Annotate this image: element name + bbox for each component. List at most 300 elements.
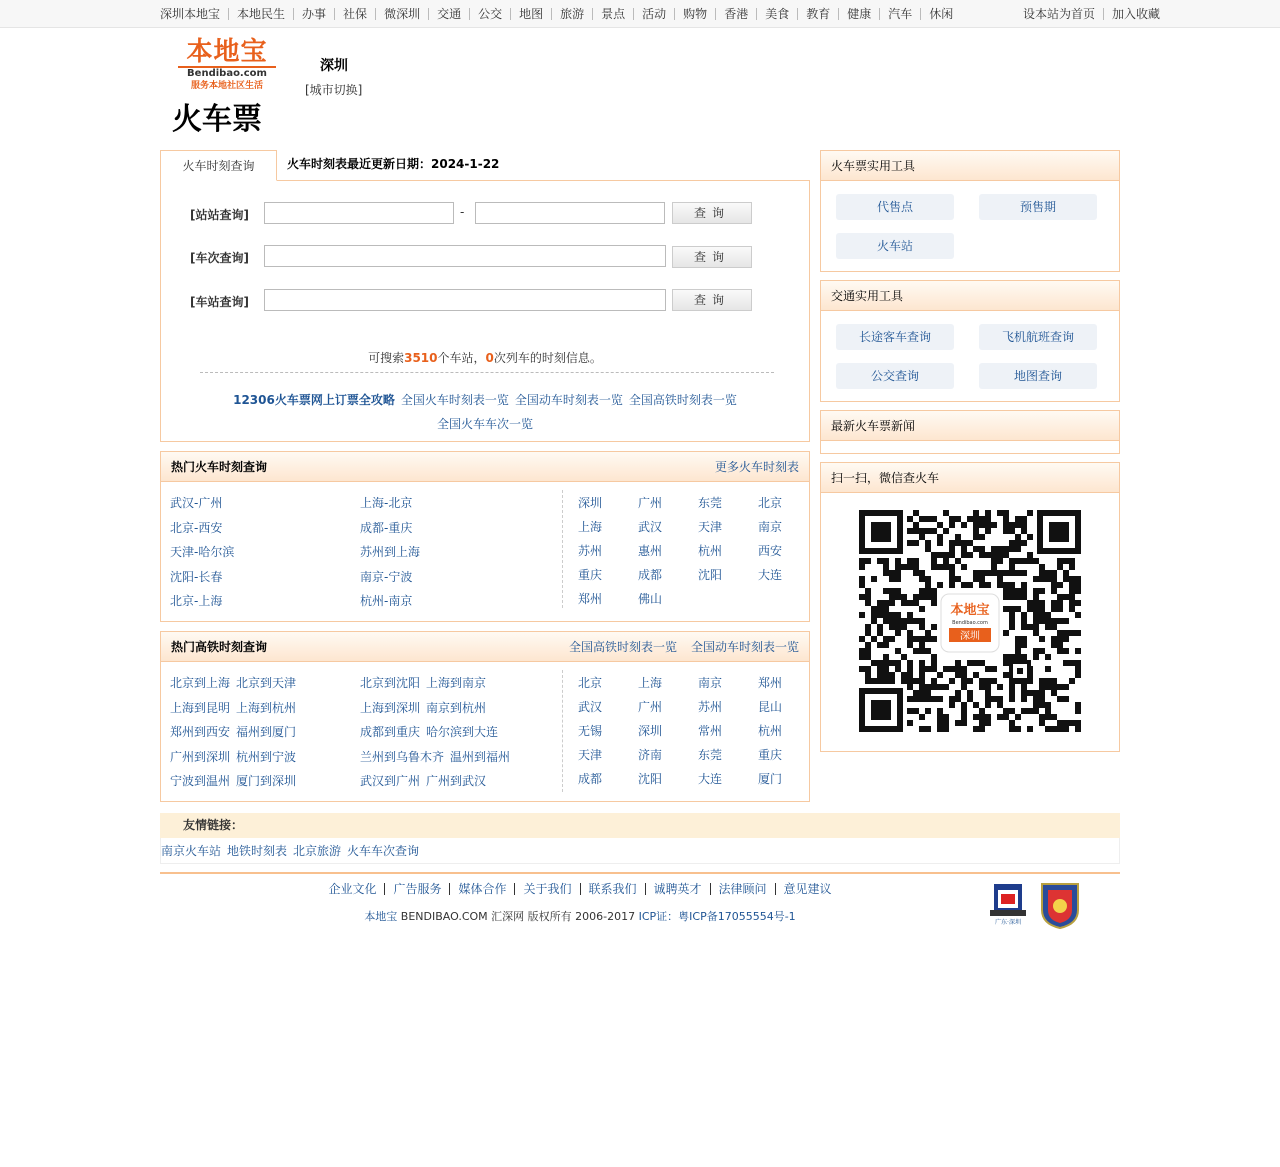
qr-module <box>991 552 997 558</box>
topnav-item[interactable]: 微深圳 <box>375 8 428 20</box>
city-link[interactable]: 重庆 <box>758 748 783 762</box>
city-link[interactable]: 武汉 <box>638 520 663 534</box>
qr-module <box>1021 690 1027 696</box>
qr-module <box>937 672 943 678</box>
city-link[interactable]: 上海 <box>638 676 663 690</box>
qr-module <box>949 582 955 588</box>
station-input[interactable] <box>264 289 666 311</box>
route-link[interactable]: 苏州到上海 <box>360 545 421 559</box>
topnav-item[interactable]: 活动 <box>633 8 674 20</box>
qr-module <box>985 516 991 522</box>
route-link[interactable]: 北京到上海 <box>170 676 231 690</box>
qr-module <box>931 528 937 534</box>
hot-train-right-col <box>360 491 426 614</box>
city-link[interactable]: 天津 <box>578 748 603 762</box>
qr-module <box>1075 666 1081 672</box>
route-row <box>170 769 302 794</box>
route-link[interactable]: 北京到沈阳 <box>360 676 421 690</box>
qr-module <box>883 570 889 576</box>
qr-module <box>1003 570 1009 576</box>
hot-hsr-separator <box>562 670 563 792</box>
footer-nav-item[interactable]: 广告服务 <box>384 883 449 895</box>
route-link[interactable]: 广州到深圳 <box>170 749 231 764</box>
qr-module <box>997 570 1003 576</box>
route-link[interactable]: 北京到天津 <box>236 676 297 690</box>
qr-module <box>979 726 985 732</box>
qr-module <box>1021 558 1027 564</box>
qr-module <box>1045 654 1051 660</box>
qr-module <box>997 510 1003 516</box>
qr-module <box>925 516 931 522</box>
qr-module <box>919 648 925 654</box>
more-train-schedules-link[interactable]: 更多火车时刻表 <box>714 460 799 474</box>
tab-train-schedule[interactable]: 火车时刻查询 <box>160 150 277 181</box>
qr-module <box>1003 582 1009 588</box>
city-link[interactable]: 东莞 <box>698 748 723 762</box>
qr-module <box>1009 726 1015 732</box>
route-link[interactable]: 温州到福州 <box>450 749 511 764</box>
city-link[interactable]: 佛山 <box>638 592 663 606</box>
qr-module <box>1069 606 1075 612</box>
guide-12306-link[interactable]: 12306火车票网上订票全攻略 <box>233 393 395 407</box>
city-link[interactable]: 常州 <box>698 724 723 738</box>
qr-module <box>997 702 1003 708</box>
friend-links-title: 友情链接： <box>160 813 1120 838</box>
qr-module <box>1069 558 1075 564</box>
qr-module <box>1009 570 1015 576</box>
city-link[interactable]: 沈阳 <box>698 568 723 582</box>
route-link[interactable]: 宁波到温州 <box>170 774 231 788</box>
route-row <box>360 769 516 794</box>
qr-module <box>1051 600 1057 606</box>
qr-module <box>913 618 919 624</box>
qr-module <box>889 636 895 642</box>
qr-module <box>901 594 907 600</box>
qr-module <box>919 696 925 702</box>
route-link[interactable]: 广州到武汉 <box>426 774 487 788</box>
qr-module <box>1003 660 1009 666</box>
qr-module <box>1027 708 1033 714</box>
qr-module <box>1039 648 1045 654</box>
qr-module <box>871 606 877 612</box>
bus-query-button[interactable]: 公交查询 <box>836 363 954 389</box>
city-link[interactable]: 昆山 <box>758 700 783 714</box>
qr-module <box>925 684 931 690</box>
qr-module <box>889 594 895 600</box>
qr-module <box>1075 612 1081 618</box>
qr-module <box>919 726 925 732</box>
qr-module <box>889 618 895 624</box>
city-link[interactable]: 北京 <box>578 676 603 690</box>
route-link[interactable]: 上海-北京 <box>360 496 413 510</box>
qr-module <box>949 552 955 558</box>
qr-module <box>1033 654 1039 660</box>
qr-module <box>1003 630 1009 636</box>
city-link[interactable]: 上海 <box>578 520 603 534</box>
qr-module <box>1003 552 1009 558</box>
city-link[interactable]: 杭州 <box>758 724 783 738</box>
qr-module <box>1051 588 1057 594</box>
route-link[interactable]: 沈阳-长春 <box>170 569 223 584</box>
topnav-item[interactable]: 教育 <box>797 8 838 20</box>
route-link[interactable]: 天津-哈尔滨 <box>170 545 235 559</box>
hot-hsr-header <box>161 632 809 662</box>
footer-nav-item[interactable]: 企业文化 <box>328 882 377 896</box>
route-link[interactable]: 郑州到西安 <box>170 725 231 739</box>
route-link[interactable]: 南京-宁波 <box>360 569 413 584</box>
coach-query-button[interactable]: 长途客车查询 <box>836 324 954 350</box>
all-train-schedule-link[interactable]: 全国火车时刻表一览 <box>400 393 509 407</box>
qr-module <box>913 540 919 546</box>
qr-module <box>919 636 925 642</box>
friend-link-3[interactable]: 北京旅游 <box>293 844 342 858</box>
qr-module <box>937 720 943 726</box>
qr-module <box>1057 642 1063 648</box>
qr-module <box>877 624 883 630</box>
route-link[interactable]: 武汉-广州 <box>170 496 223 510</box>
qr-module <box>943 564 949 570</box>
route-link[interactable]: 杭州-南京 <box>360 594 413 608</box>
city-link[interactable]: 大连 <box>698 772 723 786</box>
qr-module <box>931 558 937 564</box>
footer-nav-item[interactable]: 媒体合作 <box>449 883 514 895</box>
qr-module <box>889 570 895 576</box>
ticket-agency-button[interactable]: 代售点 <box>836 194 954 220</box>
qr-module <box>943 552 949 558</box>
traffic-tools-title: 交通实用工具 <box>821 281 1119 311</box>
route-link[interactable]: 兰州到乌鲁木齐 <box>360 749 445 764</box>
qr-module <box>1063 660 1069 666</box>
topnav-item[interactable]: 社保 <box>334 8 375 20</box>
topnav-item[interactable]: 景点 <box>592 8 633 20</box>
qr-module <box>1039 690 1045 696</box>
city-link[interactable]: 无锡 <box>578 724 603 738</box>
train-number-input[interactable] <box>264 245 666 267</box>
qr-module <box>961 672 967 678</box>
qr-module <box>1039 702 1045 708</box>
qr-module <box>979 714 985 720</box>
qr-module <box>859 612 865 618</box>
route-link[interactable]: 成都到重庆 <box>360 725 421 739</box>
qr-module <box>1021 642 1027 648</box>
city-link[interactable]: 深圳 <box>638 724 663 738</box>
qr-module <box>1009 528 1015 534</box>
qr-module <box>1051 690 1057 696</box>
icp-link[interactable]: ICP证：粤ICP备17055554号-1 <box>638 910 796 923</box>
qr-module <box>943 714 949 720</box>
qr-module <box>1015 642 1021 648</box>
topnav-item[interactable]: 汽车 <box>879 8 920 20</box>
city-name: 深圳 <box>320 58 348 74</box>
qr-module <box>883 564 889 570</box>
wechat-qr-code <box>859 510 1081 732</box>
qr-module <box>1063 696 1069 702</box>
city-link[interactable]: 苏州 <box>698 700 723 714</box>
city-link[interactable]: 北京 <box>758 496 783 510</box>
all-hsr-link[interactable]: 全国高铁时刻表一览 <box>568 640 677 654</box>
route-row <box>360 491 426 516</box>
topnav-item[interactable]: 旅游 <box>551 8 592 20</box>
qr-module <box>985 678 991 684</box>
city-link[interactable]: 厦门 <box>758 772 783 786</box>
qr-module <box>1069 588 1075 594</box>
qr-module <box>967 660 973 666</box>
set-homepage-link[interactable]: 设本站为首页 <box>1022 7 1095 21</box>
topnav-item[interactable]: 地图 <box>510 8 551 20</box>
city-link[interactable]: 广州 <box>638 496 663 510</box>
network-police-badge-icon[interactable] <box>1040 880 1080 930</box>
qr-module <box>1045 678 1051 684</box>
footer-nav-item[interactable]: 诚聘英才 <box>645 883 710 895</box>
qr-module <box>925 696 931 702</box>
topnav-item[interactable]: 美食 <box>756 8 797 20</box>
qr-module <box>937 564 943 570</box>
topnav-item[interactable]: 健康 <box>838 8 879 20</box>
qr-module <box>949 522 955 528</box>
route-link[interactable]: 南京到杭州 <box>426 700 487 715</box>
all-emu-schedule-link[interactable]: 全国动车时刻表一览 <box>514 393 623 407</box>
qr-module <box>1003 546 1009 552</box>
qr-module <box>1069 660 1075 666</box>
qr-module <box>985 552 991 558</box>
route-link[interactable]: 哈尔滨到大连 <box>426 725 499 739</box>
qr-module <box>931 654 937 660</box>
qr-module <box>925 582 931 588</box>
from-station-input[interactable] <box>264 202 454 224</box>
qr-module <box>1015 726 1021 732</box>
qr-module <box>1069 576 1075 582</box>
qr-module <box>895 564 901 570</box>
friend-link-2[interactable]: 地铁时刻表 <box>227 844 288 858</box>
city-switch-link[interactable]: [城市切换] <box>305 83 363 97</box>
qr-module <box>1063 594 1069 600</box>
station-only-query-button[interactable]: 查询 <box>672 289 752 311</box>
police-badge-icon[interactable] <box>988 882 1028 926</box>
city-link[interactable]: 郑州 <box>578 592 603 606</box>
route-link[interactable]: 上海到杭州 <box>236 700 297 715</box>
flight-query-button[interactable]: 飞机航班查询 <box>979 324 1097 350</box>
friend-link-4[interactable]: 火车车次查询 <box>347 844 420 858</box>
add-favorite-link[interactable]: 加入收藏 <box>1103 8 1160 20</box>
train-station-button[interactable]: 火车站 <box>836 233 954 259</box>
map-query-button[interactable]: 地图查询 <box>979 363 1097 389</box>
qr-module <box>1009 720 1015 726</box>
qr-module <box>1045 708 1051 714</box>
qr-logo-en: Bendibao.com <box>952 620 988 626</box>
qr-module <box>1015 546 1021 552</box>
qr-module <box>1009 594 1015 600</box>
city-link[interactable]: 惠州 <box>638 544 663 558</box>
topnav-item[interactable]: 香港 <box>715 8 756 20</box>
qr-module <box>985 528 991 534</box>
qr-module <box>1069 720 1075 726</box>
footer-nav-item[interactable]: 联系我们 <box>580 883 645 895</box>
qr-module <box>985 510 991 516</box>
logo-text-cn: 本地宝 <box>186 37 268 67</box>
topnav-item[interactable]: 休闲 <box>920 8 961 20</box>
qr-module <box>1033 708 1039 714</box>
qr-module <box>961 678 967 684</box>
qr-module <box>877 666 883 672</box>
route-row <box>360 720 516 745</box>
city-link[interactable]: 成都 <box>578 772 603 786</box>
qr-module <box>865 666 871 672</box>
qr-module <box>1015 558 1021 564</box>
hot-hsr-left-col <box>170 671 302 794</box>
qr-module <box>1069 564 1075 570</box>
qr-module <box>889 612 895 618</box>
qr-module <box>1057 648 1063 654</box>
city-link[interactable]: 杭州 <box>698 544 723 558</box>
qr-module <box>991 564 997 570</box>
qr-module <box>931 660 937 666</box>
qr-module <box>979 720 985 726</box>
qr-module <box>919 642 925 648</box>
qr-module <box>913 564 919 570</box>
qr-module <box>1063 570 1069 576</box>
stats-mid: 个车站， <box>437 351 486 365</box>
qr-module <box>937 684 943 690</box>
station-query-button[interactable]: 查询 <box>672 202 752 224</box>
topnav-item[interactable]: 深圳本地宝 <box>160 7 221 21</box>
all-emu-link[interactable]: 全国动车时刻表一览 <box>690 640 799 654</box>
qr-module <box>937 540 943 546</box>
topnav-item[interactable]: 购物 <box>674 8 715 20</box>
route-row <box>170 565 240 590</box>
qr-module <box>877 600 883 606</box>
city-link[interactable]: 济南 <box>638 748 663 762</box>
qr-module <box>985 702 991 708</box>
qr-module <box>1075 672 1081 678</box>
all-hsr-schedule-link[interactable]: 全国高铁时刻表一览 <box>628 393 737 407</box>
city-link[interactable]: 武汉 <box>578 700 603 714</box>
qr-module <box>937 522 943 528</box>
friend-link-1[interactable]: 南京火车站 <box>161 844 222 858</box>
city-link[interactable]: 天津 <box>698 520 723 534</box>
qr-module <box>865 654 871 660</box>
route-link[interactable]: 上海到昆明 <box>170 700 231 715</box>
qr-module <box>1027 534 1033 540</box>
qr-module <box>979 660 985 666</box>
city-link[interactable]: 成都 <box>638 568 663 582</box>
qr-module <box>985 714 991 720</box>
city-link[interactable]: 西安 <box>758 544 783 558</box>
city-link[interactable]: 苏州 <box>578 544 603 558</box>
route-row <box>360 589 426 614</box>
route-row <box>170 696 302 721</box>
qr-module <box>1015 636 1021 642</box>
qr-module <box>985 720 991 726</box>
city-link[interactable]: 郑州 <box>758 676 783 690</box>
topnav-item[interactable]: 办事 <box>293 8 334 20</box>
top-nav <box>160 0 961 28</box>
qr-module <box>1039 576 1045 582</box>
city-link[interactable]: 沈阳 <box>638 772 663 786</box>
qr-module <box>943 666 949 672</box>
qr-module <box>961 540 967 546</box>
qr-module <box>1027 690 1033 696</box>
city-link[interactable]: 南京 <box>758 520 783 534</box>
presale-period-button[interactable]: 预售期 <box>979 194 1097 220</box>
qr-module <box>901 624 907 630</box>
footer-divider <box>160 872 1120 874</box>
route-row <box>170 589 240 614</box>
route-link[interactable]: 成都-重庆 <box>360 520 413 535</box>
qr-module <box>1075 588 1081 594</box>
qr-logo-text: 本地宝 <box>950 603 990 618</box>
topnav-item[interactable]: 公交 <box>469 8 510 20</box>
route-row <box>360 671 516 696</box>
qr-module <box>931 666 937 672</box>
route-link[interactable]: 福州到厦门 <box>236 725 297 739</box>
train-query-button[interactable]: 查询 <box>672 246 752 268</box>
qr-module <box>919 714 925 720</box>
footer-nav-item[interactable]: 法律顾问 <box>710 883 775 895</box>
qr-module <box>859 564 865 570</box>
route-link[interactable]: 上海到南京 <box>426 676 487 690</box>
to-station-input[interactable] <box>475 202 665 224</box>
qr-module <box>919 684 925 690</box>
qr-module <box>955 690 961 696</box>
route-row <box>170 516 240 541</box>
route-link[interactable]: 武汉到广州 <box>360 774 421 788</box>
qr-module <box>895 648 901 654</box>
hot-train-left-col <box>170 491 240 614</box>
footer-nav-item[interactable]: 意见建议 <box>775 883 840 895</box>
topnav-item[interactable]: 本地民生 <box>228 8 293 20</box>
route-row <box>360 745 516 770</box>
qr-module <box>931 552 937 558</box>
qr-module <box>979 678 985 684</box>
city-link[interactable]: 大连 <box>758 568 783 582</box>
footer-nav-item[interactable]: 关于我们 <box>514 883 579 895</box>
city-link[interactable]: 广州 <box>638 700 663 714</box>
page-title: 火车票 <box>172 102 262 137</box>
qr-module <box>1021 540 1027 546</box>
qr-module <box>1039 606 1045 612</box>
qr-module <box>1057 606 1063 612</box>
city-link[interactable]: 深圳 <box>578 496 603 510</box>
qr-module <box>1063 576 1069 582</box>
qr-module <box>1063 726 1069 732</box>
topnav-item[interactable]: 交通 <box>428 8 469 20</box>
qr-module <box>961 552 967 558</box>
qr-module <box>985 522 991 528</box>
route-link[interactable]: 上海到深圳 <box>360 700 421 715</box>
route-link[interactable]: 杭州到宁波 <box>236 749 297 764</box>
city-link[interactable]: 重庆 <box>578 568 603 582</box>
city-link[interactable]: 南京 <box>698 676 723 690</box>
qr-module <box>1003 672 1009 678</box>
route-link[interactable]: 厦门到深圳 <box>236 774 297 788</box>
all-train-numbers-link[interactable]: 全国火车车次一览 <box>436 417 533 431</box>
copyright-brand-link[interactable]: 本地宝 <box>364 910 398 923</box>
route-link[interactable]: 北京-上海 <box>170 594 223 608</box>
qr-module <box>931 684 937 690</box>
qr-module <box>1057 726 1063 732</box>
city-link[interactable]: 东莞 <box>698 496 723 510</box>
route-link[interactable]: 北京-西安 <box>170 520 223 535</box>
site-logo[interactable] <box>172 38 282 92</box>
qr-module <box>1045 612 1051 618</box>
qr-module <box>1021 582 1027 588</box>
range-dash: - <box>460 205 465 219</box>
qr-module <box>895 630 901 636</box>
qr-module <box>931 678 937 684</box>
qr-module <box>1027 726 1033 732</box>
qr-module <box>889 660 895 666</box>
qr-module <box>877 672 883 678</box>
